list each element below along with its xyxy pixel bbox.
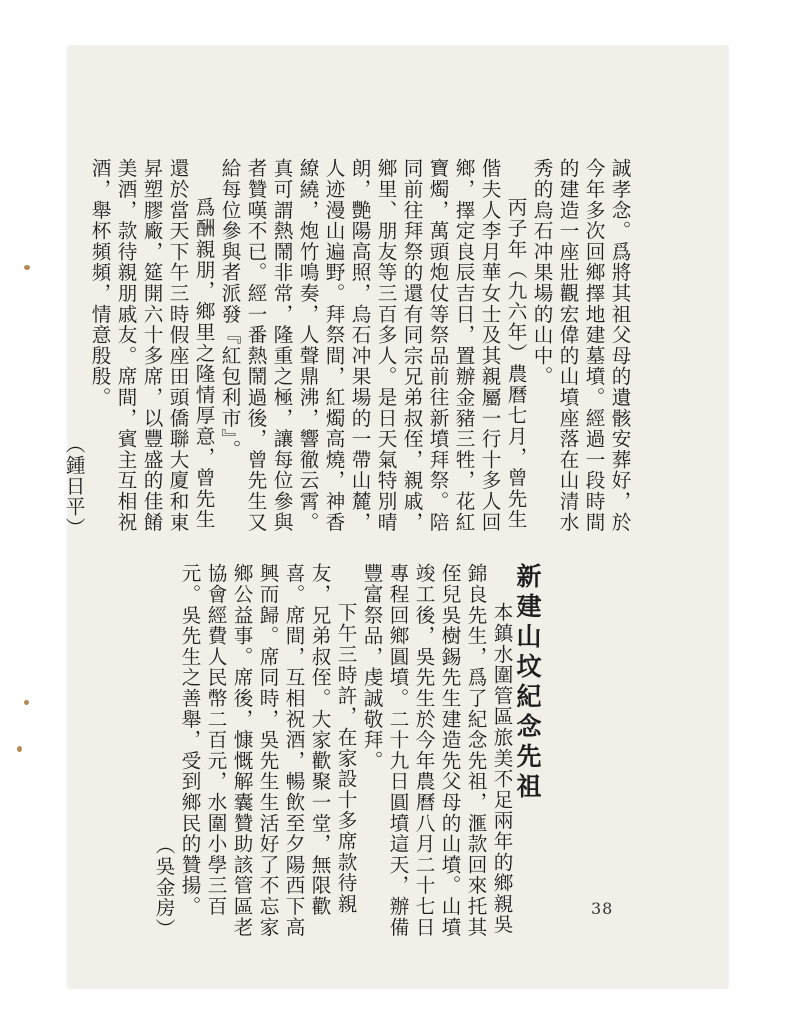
top-article-author: （鍾日平） bbox=[62, 434, 85, 538]
top-article-paragraph-3: 爲酬親朋，鄉里之隆情厚意，曾先生還於當天下午三時假座田頭僑聯大廈和東昇塑膠廠，筵開六十多席，以豐盛的佳餚美酒，款待親朋戚友。席間，賓主互相祝酒，舉杯頻頻，情意殷殷。 bbox=[88, 158, 215, 533]
bottom-article-paragraph-2: 下午三時許，在家設十多席款待親友，兄弟叔侄。大家歡聚一堂，無限歡喜。席間，互相祝酒，暢飲至夕陽西下高興而歸。席同時，吳先生生活好了不忘家鄉公益事。席後，慷慨解囊贊助該管區老協會經費人民幣二百元，水圍小學三百元。吳先生之善舉，受到鄉民的贊揚。 bbox=[178, 563, 357, 938]
top-article bbox=[62, 158, 632, 538]
bottom-article-author: （吳金房） bbox=[152, 835, 175, 939]
top-article-paragraph-1: 誠孝念。爲將其祖父母的遺骸安葬好，於今年多次回鄉擇地建墓墳。經過一段時間的建造一座壯觀宏偉的山墳座落在山清水秀的烏石冲果場的山中。 bbox=[530, 158, 631, 533]
top-article-paragraph-2: 丙子年（九六年）農曆七月，曾先生偕夫人李月華女士及其親屬一行十多人回鄉，擇定良辰吉日，置辦金豬三牲，花紅寶燭，萬頭炮仗等祭品前往新墳拜祭。陪同前往拜祭的還有同宗兄弟叔侄，親戚，鄉里、朋友等三百多人。是日天氣特別晴朗，艷陽高照，烏石冲果場的一帶山麓，人迹漫山遍野。拜祭間，紅燭高燒，神香繚繞，炮竹鳴奏，人聲鼎沸，響徹云霄。真可謂熱鬧非常，隆重之極，讓每位參與者贊嘆不已。經一番熱鬧過後，曾先生又給每位參與者派發『紅包利市』。 bbox=[218, 158, 527, 533]
bottom-article-paragraph-1: 本鎮水圍管區旅美不足兩年的鄉親吳錦良先生，爲了紀念先祖，滙款回來托其侄兒吳樹錫先生建造先父母的山墳。山墳竣工後，吳先生於今年農曆八月二十七日專程回鄉圓墳。二十九日圓墳這天，辦備豐富祭品，虔誠敬拜。 bbox=[360, 563, 513, 938]
paper-speck bbox=[24, 265, 30, 270]
page-number: 38 bbox=[591, 899, 614, 918]
paper-speck bbox=[24, 700, 29, 705]
paper-speck bbox=[17, 746, 22, 752]
book-page bbox=[62, 46, 728, 988]
bottom-article bbox=[152, 563, 628, 939]
bottom-article-title: 新建山坟紀念先祖 bbox=[513, 563, 542, 803]
